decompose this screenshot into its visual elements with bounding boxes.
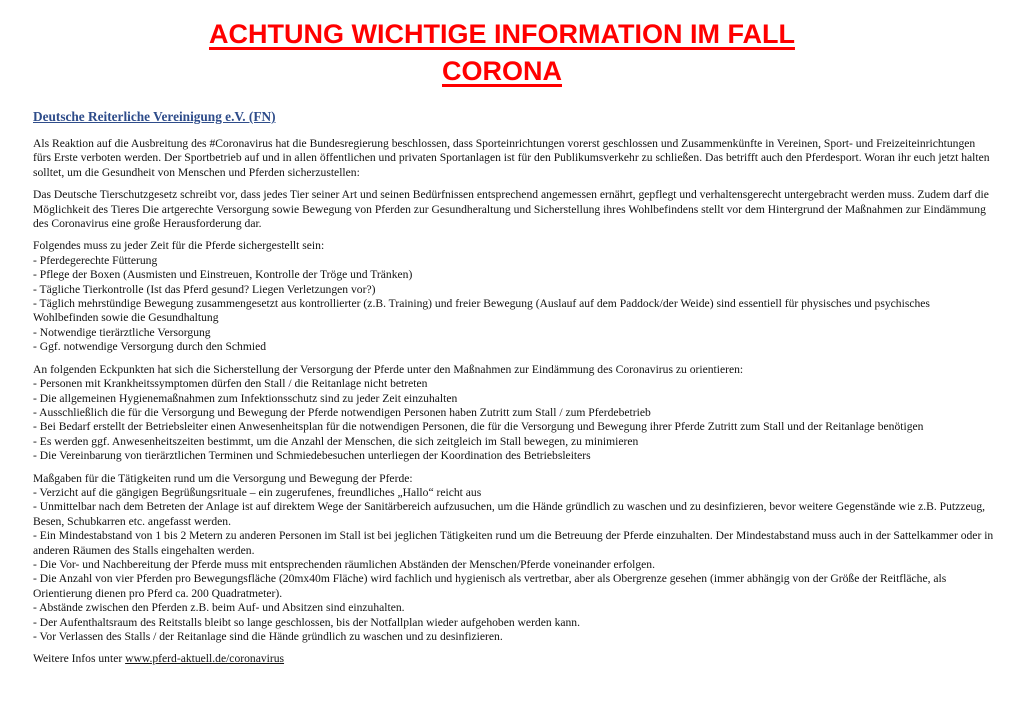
- list-item: - Bei Bedarf erstellt der Betriebsleiter einen Anwesenheitsplan für die notwendigen Personen, die für die Versorgung und Bewegung ihrer Pferde Zutritt zum Stall und der Reitanlage benötigen: [33, 420, 924, 434]
- section-intro: Maßgaben für die Tätigkeiten rund um die Versorgung und Bewegung der Pferde:: [33, 471, 413, 485]
- section-intro: An folgenden Eckpunkten hat sich die Sicherstellung der Versorgung der Pferde unter den Maßnahmen zur Eindämmung des Coronavirus zu orientieren:: [33, 362, 744, 376]
- list-item: - Personen mit Krankheitssymptomen dürfen den Stall / die Reitanlage nicht betreten: [33, 377, 428, 391]
- title-line-2: CORONA: [442, 56, 562, 86]
- list-item: - Die allgemeinen Hygienemaßnahmen zum Infektionsschutz sind zu jeder Zeit einzuhalten: [33, 391, 458, 405]
- paragraph-text: Das Deutsche Tierschutzgesetz schreibt vor, dass jedes Tier seiner Art und seinen Bedürfnissen entsprechend angemessen ernährt, gepflegt und verhaltensgerecht untergebracht werden muss. Zudem darf die Möglichkeit des Tieres Die artgerechte Versorgung sowie Bewegung von Pferden zur Gesundheraltung und Sicherstellung ihres Wohlbefindens stellt vor dem Hintergrund der Maßnahmen zur Eindämmung des Coronavirus eine große Herausforderung dar.: [33, 188, 989, 231]
- section-key-points: [33, 363, 995, 464]
- list-item: - Pferdegerechte Fütterung: [33, 253, 158, 267]
- paragraph-text: Als Reaktion auf die Ausbreitung des #Coronavirus hat die Bundesregierung beschlossen, dass Sporteinrichtungen vorerst geschlossen und Zusammenkünfte in Vereinen, Sport- und Freizeiteinrichtungen fürs Erste verboten werden. Der Sportbetrieb auf und in allen öffentlichen und privaten Sportanlagen ist für den Publikumsverkehr zu schließen. Das betrifft auch den Pferdesport. Woran ihr euch jetzt halten solltet, um die Gesundheit von Menschen und Pferden sicherzustellen:: [33, 137, 990, 179]
- section-requirements: [33, 239, 995, 354]
- document-body: [33, 109, 995, 675]
- list-item: - Ggf. notwendige Versorgung durch den Schmied: [33, 340, 267, 354]
- list-item: - Vor Verlassen des Stalls / der Reitanlage sind die Hände gründlich zu waschen und zu desinfizieren.: [33, 630, 503, 643]
- list-item: - Notwendige tierärztliche Versorgung: [33, 325, 211, 339]
- list-item: - Pflege der Boxen (Ausmisten und Einstreuen, Kontrolle der Tröge und Tränken): [33, 268, 413, 282]
- section-intro: Folgendes muss zu jeder Zeit für die Pferde sichergestellt sein:: [33, 239, 325, 253]
- list-item: - Die Anzahl von vier Pferden pro Bewegungsfläche (20mx40m Fläche) wird fachlich und hygienisch als vertretbar, aber als Obergrenze gesehen (immer abhängig von der Größe der Reitfläche, als Orientierung dienen pro Pferd ca. 200 Quadratmeter).: [33, 572, 947, 600]
- list-item: - Verzicht auf die gängigen Begrüßungsrituale – ein zugerufenes, freundliches „Hallo“ reicht aus: [33, 485, 482, 499]
- list-item: - Unmittelbar nach dem Betreten der Anlage ist auf direktem Wege der Sanitärbereich aufzusuchen, um die Hände gründlich zu waschen und zu desinfizieren, bevor weitere Gegenstände wie z.B. Putzzeug, Besen, Schubkarren etc. angefasst werden.: [33, 500, 986, 528]
- intro-paragraph: [33, 137, 995, 180]
- list-item: - Es werden ggf. Anwesenheitszeiten bestimmt, um die Anzahl der Menschen, die sich zeitgleich im Stall bewegen, zu minimieren: [33, 434, 639, 448]
- list-item: - Ein Mindestabstand von 1 bis 2 Metern zu anderen Personen im Stall ist bei jeglichen Tätigkeiten rund um die Betreuung der Pferde einzuhalten. Der Mindestabstand muss auch in der Sattelkammer oder in anderen Räumen des Stalls eingehalten werden.: [33, 529, 994, 557]
- list-item: - Tägliche Tierkontrolle (Ist das Pferd gesund? Liegen Verletzungen vor?): [33, 282, 376, 296]
- tierschutz-paragraph: [33, 188, 995, 231]
- list-item: - Abstände zwischen den Pferden z.B. beim Auf- und Absitzen sind einzuhalten.: [33, 601, 405, 615]
- organization-heading: Deutsche Reiterliche Vereinigung e.V. (FN): [33, 109, 276, 124]
- section-activities: [33, 472, 995, 645]
- page-title: [0, 16, 1004, 90]
- more-info-link[interactable]: www.pferd-aktuell.de/coronavirus: [125, 652, 285, 666]
- footer-prefix: Weitere Infos unter: [33, 652, 126, 666]
- list-item: - Die Vereinbarung von tierärztlichen Terminen und Schmiedebesuchen unterliegen der Koordination des Betriebsleiters: [33, 449, 591, 463]
- list-item: - Täglich mehrstündige Bewegung zusammengesetzt aus kontrollierter (z.B. Training) und freier Bewegung (Auslauf auf dem Paddock/der Weide) sind essentiell für physisches und psychisches Wohlbefinden sowie die Gesundhaltung: [33, 297, 930, 325]
- list-item: - Der Aufenthaltsraum des Reitstalls bleibt so lange geschlossen, bis der Notfallplan wieder aufgehoben werden kann.: [33, 615, 581, 629]
- title-line-1: ACHTUNG WICHTIGE INFORMATION IM FALL: [209, 19, 795, 49]
- list-item: - Die Vor- und Nachbereitung der Pferde muss mit entsprechenden räumlichen Abständen der Menschen/Pferde voneinander erfolgen.: [33, 557, 655, 571]
- footer-info: [33, 652, 995, 666]
- list-item: - Ausschließlich die für die Versorgung und Bewegung der Pferde notwendigen Personen haben Zutritt zum Stall / zum Pferdebetrieb: [33, 405, 651, 419]
